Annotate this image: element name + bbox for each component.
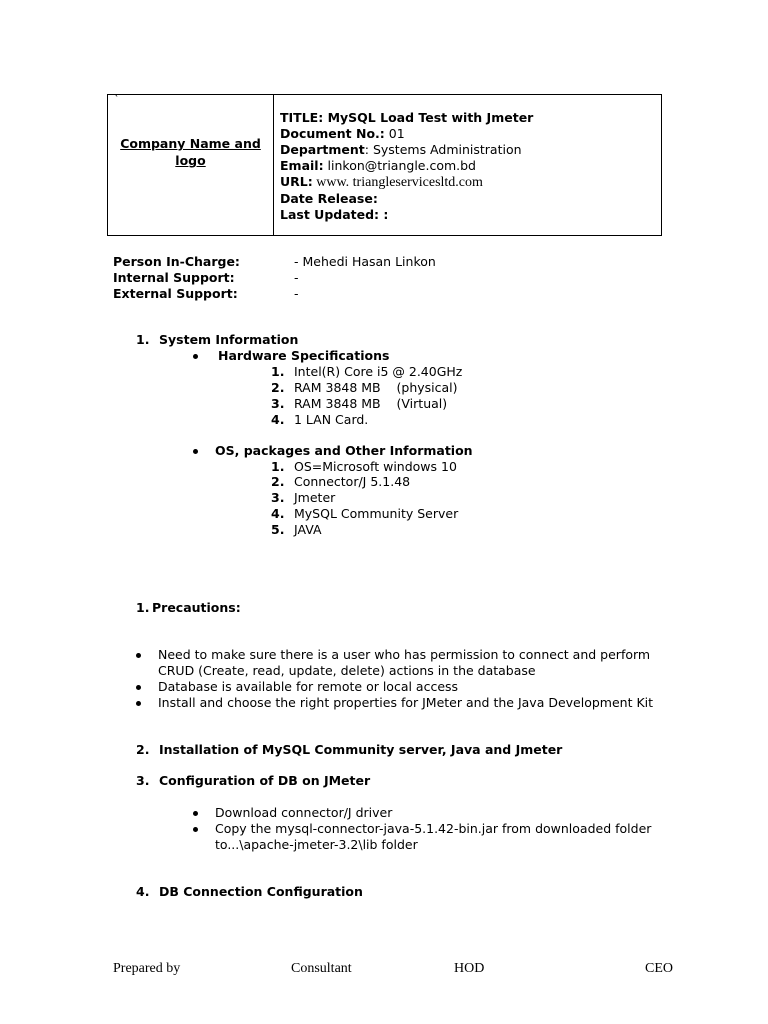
internal-support-value: - (294, 270, 299, 285)
tick-mark: ` (114, 93, 120, 106)
person-in-charge-label: Person In-Charge: (113, 254, 240, 269)
email-value: linkon@triangle.com.bd (323, 158, 476, 173)
bullet-icon (136, 685, 141, 690)
title-value: MySQL Load Test with Jmeter (323, 110, 534, 125)
os-item: OS=Microsoft windows 10 (294, 459, 457, 474)
section-2-title: Installation of MySQL Community server, Java and Jmeter (159, 742, 563, 757)
url-label: URL: (280, 174, 313, 189)
internal-support-label: Internal Support: (113, 270, 235, 285)
os-item-number: 2. (271, 474, 285, 489)
email-line (280, 158, 476, 174)
bullet-icon (136, 653, 141, 658)
document-number-line (280, 126, 405, 142)
precaution-item-continuation: CRUD (Create, read, update, delete) actions in the database (158, 663, 536, 678)
precaution-item: Database is available for remote or local access (158, 679, 459, 694)
os-item-number: 3. (271, 490, 285, 505)
header-divider (273, 95, 274, 235)
bullet-icon (193, 811, 198, 816)
footer-ceo: CEO (645, 961, 673, 976)
department-line (280, 142, 522, 158)
footer-hod: HOD (454, 961, 485, 976)
config-item: Download connector/J driver (215, 805, 393, 820)
os-item-number: 5. (271, 522, 285, 537)
hardware-item: Intel(R) Core i5 @ 2.40GHz (294, 364, 463, 379)
precaution-item: Install and choose the right properties for JMeter and the Java Development Kit (158, 695, 654, 710)
section-4-title: DB Connection Configuration (159, 884, 363, 899)
url-line (280, 174, 483, 191)
hardware-item: RAM 3848 MB (Virtual) (294, 396, 448, 411)
bullet-icon (136, 701, 141, 706)
bullet-icon (193, 354, 198, 359)
os-item-number: 1. (271, 459, 285, 474)
section-3-title: Configuration of DB on JMeter (159, 773, 371, 788)
company-name-logo-placeholder: Company Name and logo (120, 136, 261, 168)
section-2-number: 2. (136, 742, 150, 757)
hardware-item-number: 4. (271, 412, 285, 427)
external-support-label: External Support: (113, 286, 238, 301)
os-item: Jmeter (294, 490, 336, 505)
footer-prepared-by: Prepared by (113, 961, 181, 976)
title-line (280, 110, 533, 126)
section-4-number: 4. (136, 884, 150, 899)
section-1-number: 1. (136, 332, 150, 347)
department-label: Department (280, 142, 365, 157)
url-value: www. triangleservicesltd.com (312, 175, 483, 190)
section-3-number: 3. (136, 773, 150, 788)
person-in-charge-value: - Mehedi Hasan Linkon (294, 254, 436, 269)
os-item: Connector/J 5.1.48 (294, 474, 411, 489)
hardware-item-number: 1. (271, 364, 285, 379)
os-item: MySQL Community Server (294, 506, 459, 521)
hardware-item: RAM 3848 MB (physical) (294, 380, 458, 395)
precautions-number: 1. (136, 600, 150, 615)
section-1-title: System Information (159, 332, 299, 347)
precaution-item: Need to make sure there is a user who has permission to connect and perform (158, 647, 651, 662)
bullet-icon (193, 827, 198, 832)
document-number-value: 01 (384, 126, 405, 141)
os-item-number: 4. (271, 506, 285, 521)
os-packages-title: OS, packages and Other Information (215, 443, 473, 458)
hardware-specifications-title: Hardware Specifications (218, 348, 390, 363)
config-item: Copy the mysql-connector-java-5.1.42-bin.jar from downloaded folder (215, 821, 652, 836)
hardware-item: 1 LAN Card. (294, 412, 369, 427)
date-release-label: Date Release: (280, 191, 378, 206)
bullet-icon (193, 449, 198, 454)
document-number-label: Document No.: (280, 126, 385, 141)
footer-consultant: Consultant (291, 961, 352, 976)
department-value: : Systems Administration (364, 142, 522, 157)
config-item-continuation: to...\apache-jmeter-3.2\lib folder (215, 837, 418, 852)
hardware-item-number: 2. (271, 380, 285, 395)
document-header-table (107, 94, 662, 236)
precautions-title: Precautions: (152, 600, 241, 615)
title-label: TITLE: (280, 110, 324, 125)
last-updated-label: Last Updated: : (280, 207, 389, 222)
email-label: Email: (280, 158, 324, 173)
hardware-item-number: 3. (271, 396, 285, 411)
os-item: JAVA (294, 522, 322, 537)
external-support-value: - (294, 286, 299, 301)
